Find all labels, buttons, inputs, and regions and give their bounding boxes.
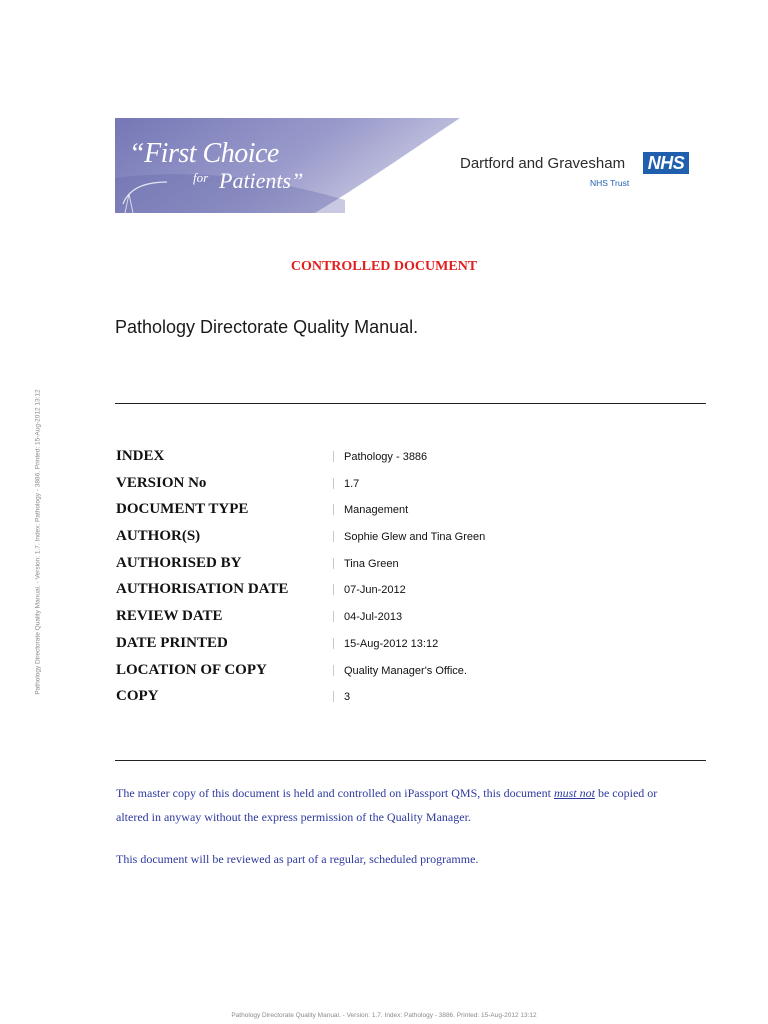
detail-row-version: [115, 475, 706, 502]
detail-label: REVIEW DATE: [116, 608, 223, 625]
document-details: [115, 448, 706, 715]
detail-value: Tina Green: [344, 557, 399, 570]
detail-value: Pathology - 3886: [344, 451, 428, 463]
detail-value: 15-Aug-2012 13:12: [344, 637, 439, 650]
bottom-divider: [115, 760, 706, 761]
field-marker: [333, 584, 334, 595]
detail-row-authors: [115, 528, 706, 555]
slogan-first-choice: “First Choice: [129, 138, 279, 169]
detail-row-location: [115, 662, 706, 689]
detail-value: Sophie Glew and Tina Green: [344, 531, 486, 544]
detail-label: DOCUMENT TYPE: [116, 501, 249, 518]
master-copy-text-line2: altered in anyway without the express permission of the Quality Manager.: [116, 810, 471, 824]
detail-value: 04-Jul-2013: [344, 611, 403, 624]
detail-label: AUTHORISATION DATE: [116, 581, 289, 598]
master-copy-text-end: be copied or: [597, 786, 658, 800]
slogan-patients: Patients”: [219, 168, 304, 193]
must-not-emphasis: must not: [553, 786, 595, 800]
review-notice: This document will be reviewed as part of a regular, scheduled programme.: [116, 852, 479, 866]
detail-row-review-date: [115, 608, 706, 635]
master-copy-text-start: The master copy of this document is held and controlled on iPassport QMS, this document: [116, 786, 551, 800]
footer-print-stamp: Pathology Directorate Quality Manual. - Version: 1.7. Index: Pathology - 3886. Printed: 15-Aug-2012 13:12: [231, 1012, 537, 1019]
field-marker: [333, 691, 334, 702]
field-marker: [333, 451, 334, 462]
field-marker: [333, 531, 334, 542]
detail-row-authorised-by: [115, 555, 706, 582]
detail-label: DATE PRINTED: [116, 634, 228, 651]
nhs-logo: NHS: [643, 152, 689, 174]
field-marker: [333, 611, 334, 622]
detail-value: 07-Jun-2012: [344, 584, 406, 597]
top-divider: [115, 403, 706, 404]
field-marker: [333, 638, 334, 649]
detail-row-index: [115, 448, 706, 475]
detail-row-date-printed: [115, 635, 706, 662]
trust-name: Dartford and Gravesham: [460, 155, 626, 172]
detail-label: VERSION No: [116, 474, 207, 491]
field-marker: [333, 478, 334, 489]
detail-label: COPY: [116, 688, 159, 705]
document-title: Pathology Directorate Quality Manual.: [115, 317, 419, 337]
detail-value: 3: [344, 691, 351, 704]
header-banner: [115, 118, 699, 213]
field-marker: [333, 504, 334, 515]
nhs-trust-label: NHS Trust: [590, 178, 630, 188]
field-marker: [333, 665, 334, 676]
detail-row-copy: [115, 688, 706, 715]
detail-label: AUTHOR(S): [116, 528, 201, 545]
detail-value: Quality Manager's Office.: [344, 664, 467, 677]
field-marker: [333, 558, 334, 569]
master-copy-notice: [116, 781, 657, 829]
detail-label: LOCATION OF COPY: [116, 661, 267, 678]
detail-label: AUTHORISED BY: [116, 554, 242, 571]
slogan-for: for: [193, 170, 209, 185]
detail-row-authorisation-date: [115, 581, 706, 608]
detail-row-document-type: [115, 501, 706, 528]
controlled-document-heading: CONTROLLED DOCUMENT: [290, 259, 478, 274]
side-print-stamp: Pathology Directorate Quality Manual. - Version: 1.7. Index: Pathology - 3886. Printed: 15-Aug-2012 13:12: [34, 389, 42, 695]
detail-label: INDEX: [116, 448, 165, 464]
detail-value: 1.7: [344, 477, 360, 490]
detail-value: Management: [344, 504, 409, 517]
